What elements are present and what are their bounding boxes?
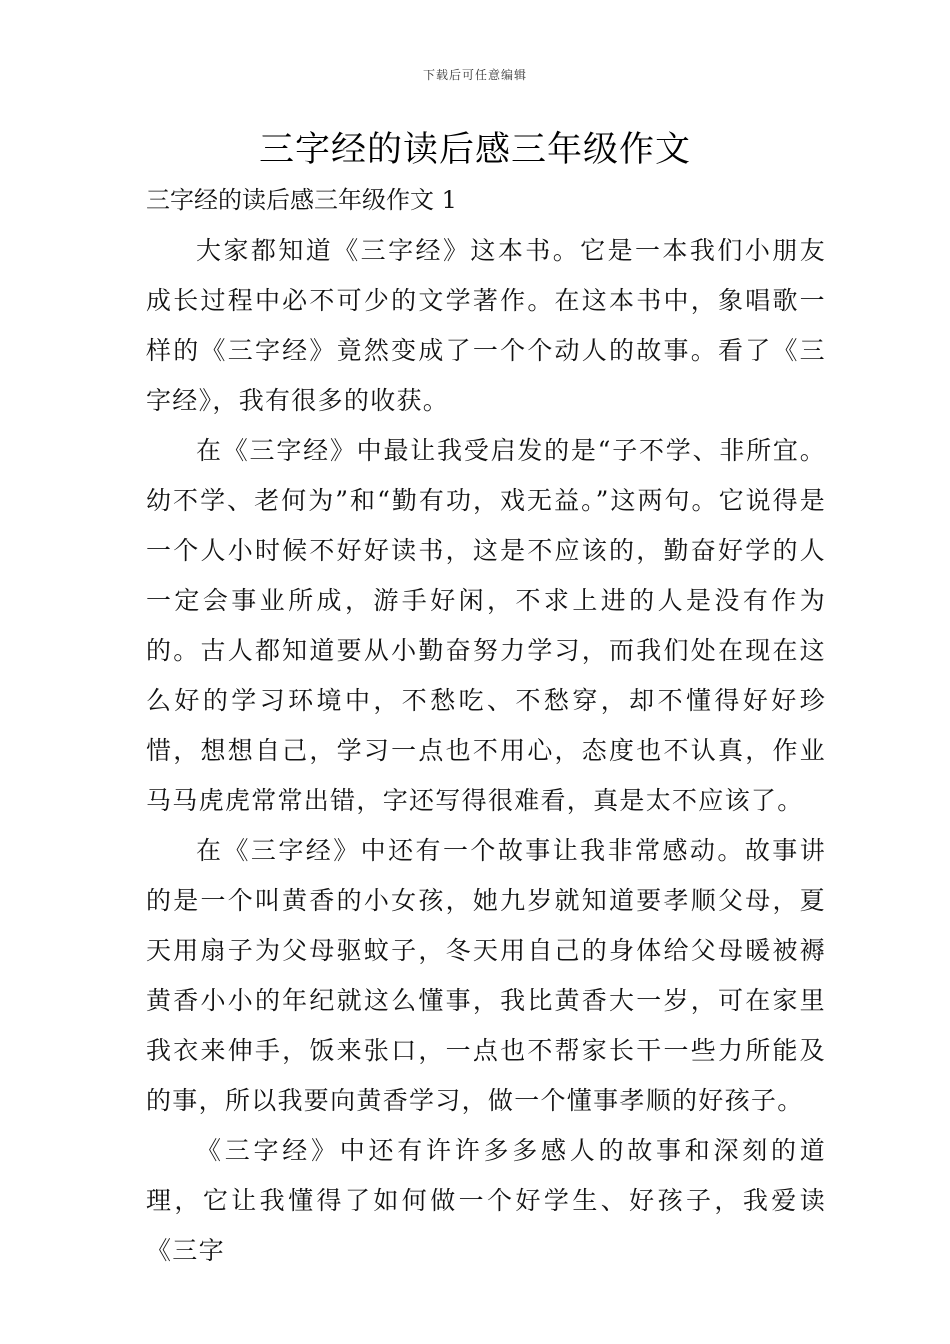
paragraph-4: 《三字经》中还有许许多多感人的故事和深刻的道理，它让我懂得了如何做一个好学生、好孩子，我爱读《三字 bbox=[146, 1136, 826, 1265]
paragraph-2: 在《三字经》中最让我受启发的是“子不学、非所宜。幼不学、老何为”和“勤有功，戏无益。”这两句。它说得是一个人小时候不好好读书，这是不应该的，勤奋好学的人一定会事业所成，游手好闲，不求上进的人是没有作为的。古人都知道要从小勤奋努力学习，而我们处在现在这么好的学习环境中，不愁吃、不愁穿，却不懂得好好珍惜，想想自己，学习一点也不用心，态度也不认真，作业马马虎虎常常出错，字还写得很难看，真是太不应该了。 bbox=[146, 436, 826, 815]
paragraph-1: 大家都知道《三字经》这本书。它是一本我们小朋友成长过程中必不可少的文学著作。在这本书中，象唱歌一样的《三字经》竟然变成了一个个动人的故事。看了《三字经》，我有很多的收获。 bbox=[146, 236, 826, 415]
document-body bbox=[146, 226, 826, 1276]
paragraph-3: 在《三字经》中还有一个故事让我非常感动。故事讲的是一个叫黄香的小女孩，她九岁就知道要孝顺父母，夏天用扇子为父母驱蚊子，冬天用自己的身体给父母暖被褥黄香小小的年纪就这么懂事，我比黄香大一岁，可在家里我衣来伸手，饭来张口，一点也不帮家长干一些力所能及的事，所以我要向黄香学习，做一个懂事孝顺的好孩子。 bbox=[146, 836, 826, 1115]
document-subtitle: 三字经的读后感三年级作文 1 bbox=[146, 186, 457, 214]
header-note: 下载后可任意编辑 bbox=[422, 68, 527, 82]
document-title: 三字经的读后感三年级作文 bbox=[258, 130, 691, 170]
